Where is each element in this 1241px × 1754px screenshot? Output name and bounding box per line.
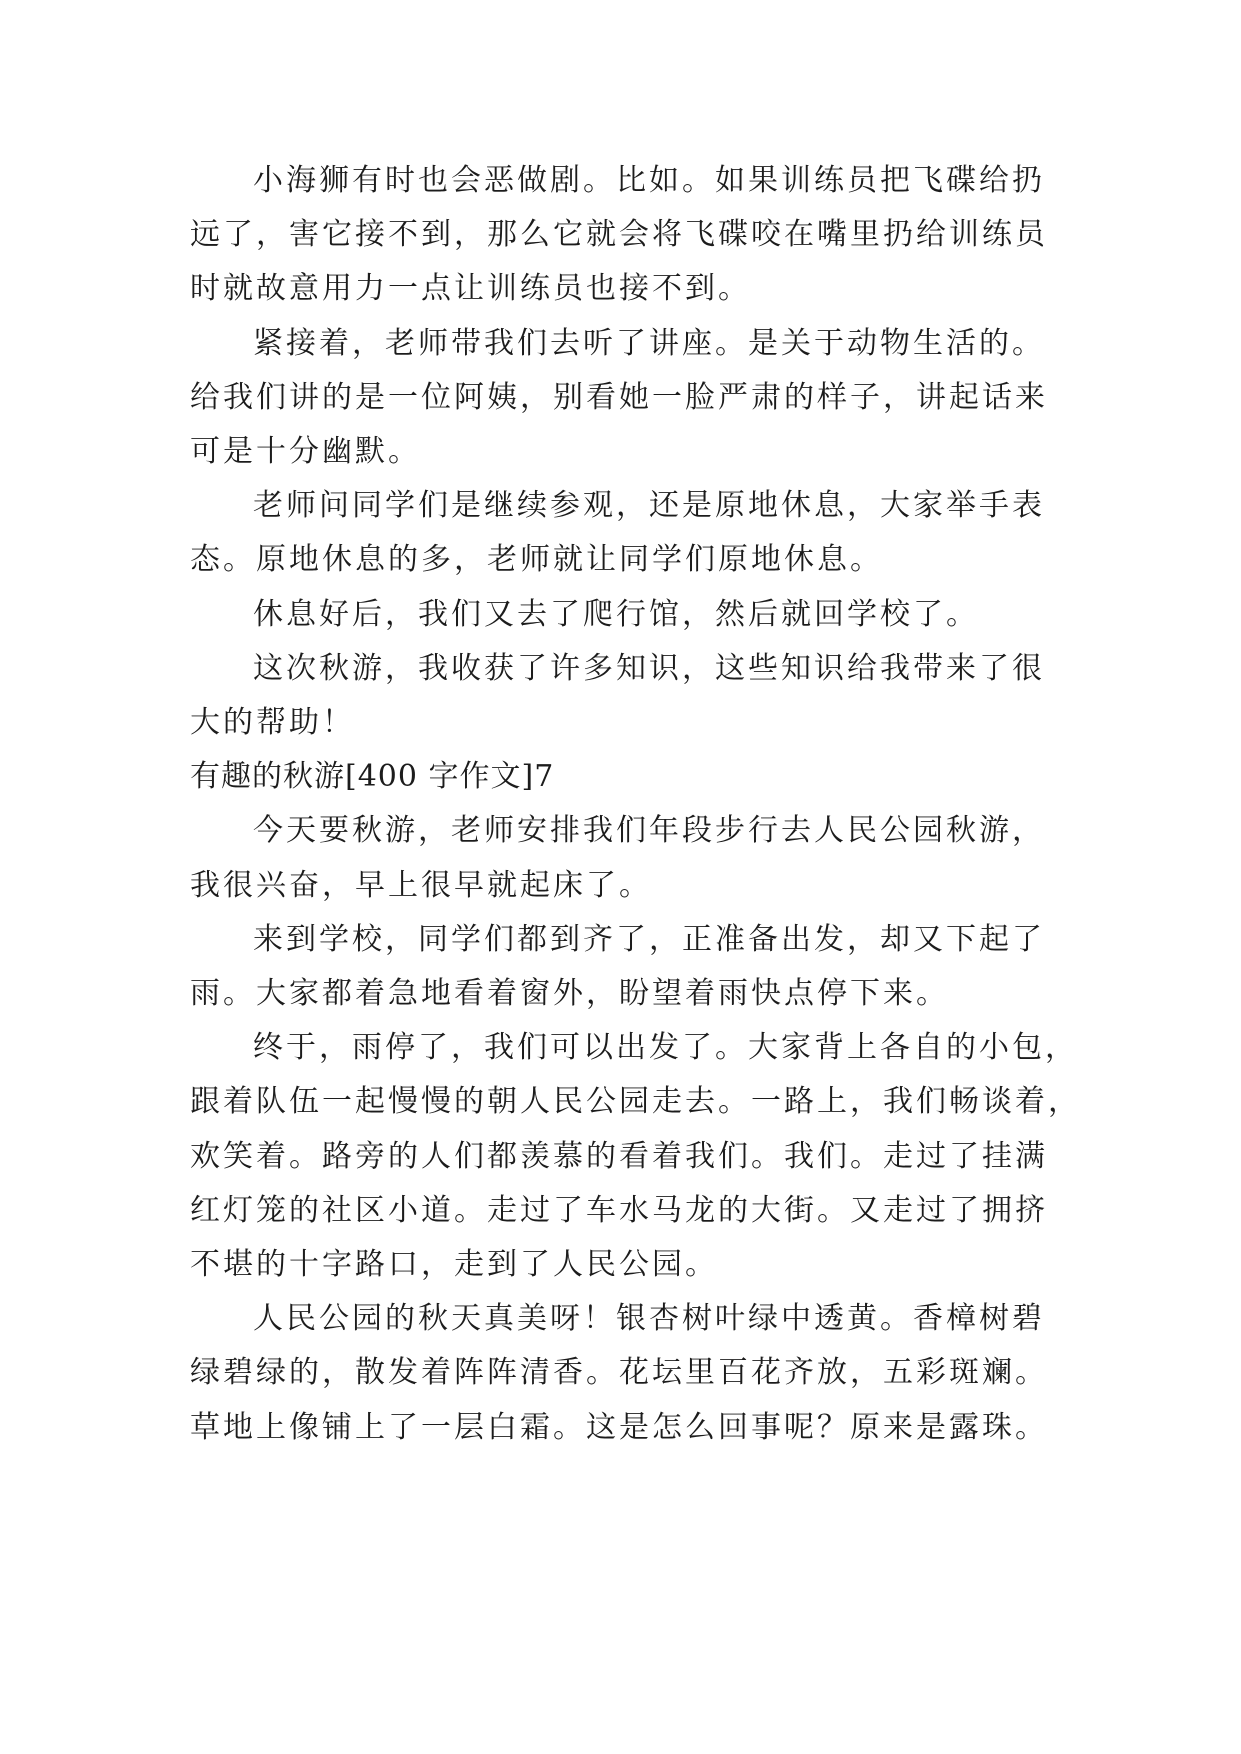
text-line: 休息好后，我们又去了爬行馆，然后就回学校了。 <box>253 596 979 632</box>
text-line: 态。原地休息的多，老师就让同学们原地休息。 <box>190 542 883 578</box>
text-line: 有趣的秋游[400 字作文]7 <box>190 759 555 795</box>
text-line: 今天要秋游，老师安排我们年段步行去人民公园秋游， <box>253 813 1045 849</box>
paragraph <box>190 642 1070 750</box>
paragraph <box>190 588 1070 642</box>
text-line: 远了，害它接不到，那么它就会将飞碟咬在嘴里扔给训练员 <box>190 217 1048 253</box>
text-line: 给我们讲的是一位阿姨，别看她一脸严肃的样子，讲起话来 <box>190 379 1048 415</box>
text-line: 跟着队伍一起慢慢的朝人民公园走去。一路上，我们畅谈着， <box>190 1084 1081 1120</box>
text-line: 不堪的十字路口，走到了人民公园。 <box>190 1247 718 1283</box>
text-line: 可是十分幽默。 <box>190 434 421 470</box>
text-line: 终于，雨停了，我们可以出发了。大家背上各自的小包， <box>253 1030 1078 1066</box>
paragraph <box>190 317 1070 480</box>
text-line: 雨。大家都着急地看着窗外，盼望着雨快点停下来。 <box>190 976 949 1012</box>
text-line: 草地上像铺上了一层白霜。这是怎么回事呢？原来是露珠。 <box>190 1409 1048 1445</box>
text-line: 我很兴奋，早上很早就起床了。 <box>190 867 652 903</box>
text-line: 老师问同学们是继续参观，还是原地休息，大家举手表 <box>253 488 1045 524</box>
text-line: 绿碧绿的，散发着阵阵清香。花坛里百花齐放，五彩斑斓。 <box>190 1355 1048 1391</box>
text-line: 欢笑着。路旁的人们都羡慕的看着我们。我们。走过了挂满 <box>190 1138 1048 1174</box>
paragraph <box>190 479 1070 587</box>
text-line: 红灯笼的社区小道。走过了车水马龙的大街。又走过了拥挤 <box>190 1192 1048 1228</box>
paragraph <box>190 913 1070 1021</box>
text-line: 时就故意用力一点让训练员也接不到。 <box>190 271 751 307</box>
text-line: 紧接着，老师带我们去听了讲座。是关于动物生活的。 <box>253 325 1045 361</box>
paragraph <box>190 804 1070 912</box>
section-heading <box>190 750 1070 804</box>
paragraph <box>190 1292 1070 1455</box>
paragraph <box>190 154 1070 317</box>
text-line: 大的帮助！ <box>190 705 355 741</box>
text-line: 来到学校，同学们都到齐了，正准备出发，却又下起了 <box>253 921 1045 957</box>
text-line: 人民公园的秋天真美呀！银杏树叶绿中透黄。香樟树碧 <box>253 1301 1045 1337</box>
document-page <box>190 154 1081 1455</box>
text-line: 这次秋游，我收获了许多知识，这些知识给我带来了很 <box>253 650 1045 686</box>
paragraph <box>190 1021 1081 1292</box>
text-line: 小海狮有时也会恶做剧。比如。如果训练员把飞碟给扔 <box>253 163 1045 198</box>
